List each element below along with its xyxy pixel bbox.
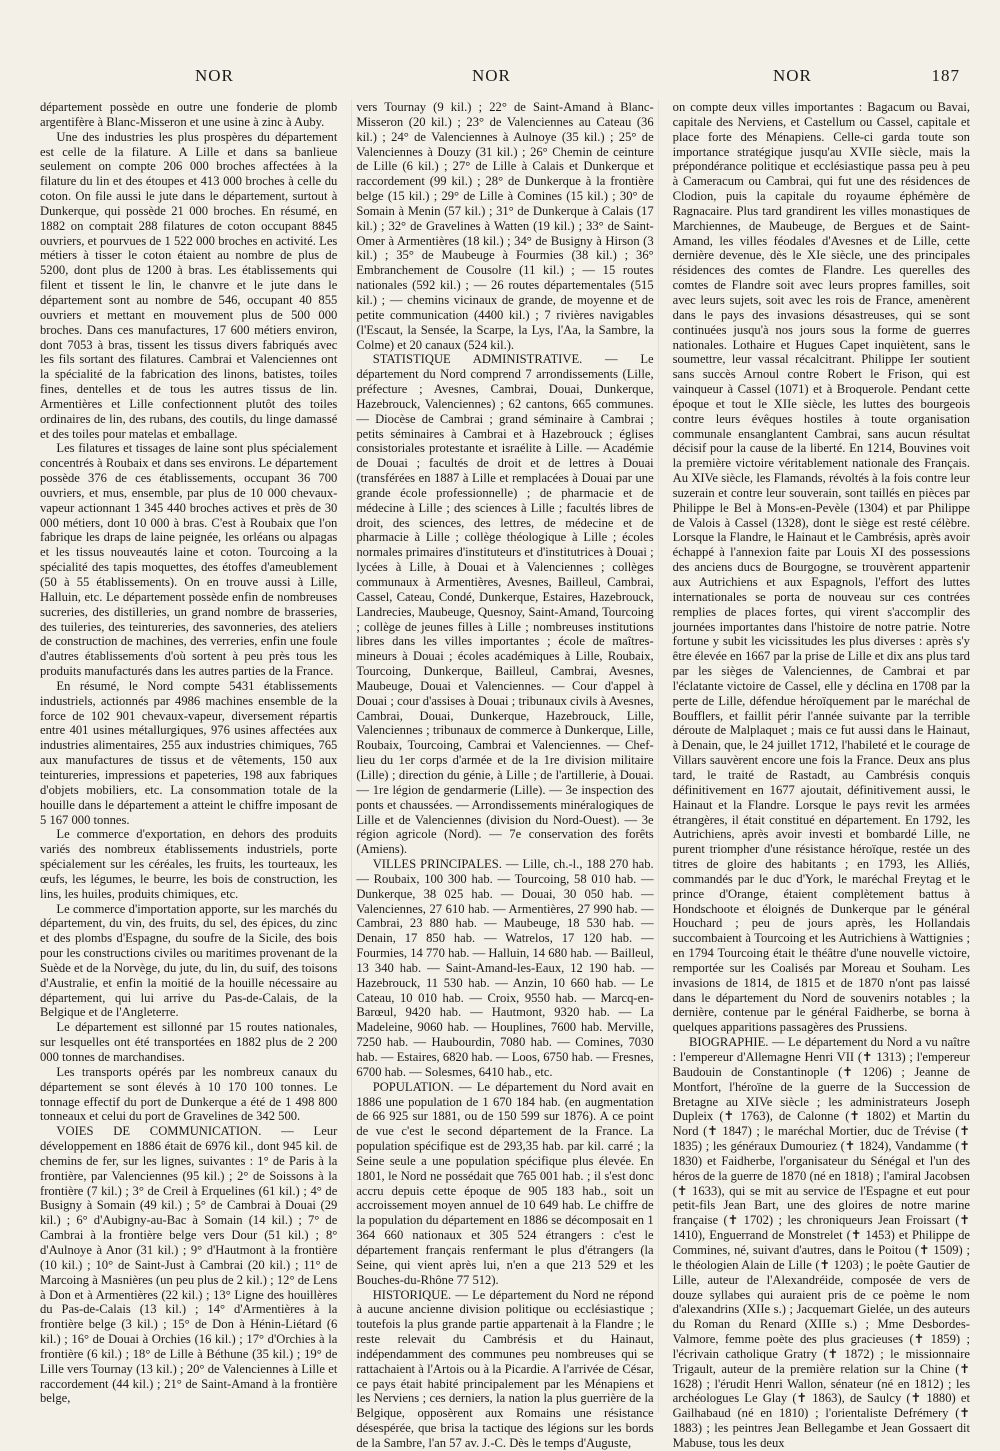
running-header bbox=[40, 66, 970, 96]
paragraph: HISTORIQUE. — Le département du Nord ne répond à aucune ancienne division politique ou ecclésiastique ; toutefois la plus grande partie appartenait à la Flandre ; le reste relevait du Cambrésis et du Hainaut, indépendamment des communes peu nombreuses qui se rattachaient à l'Artois ou à la Picardie. A l'arrivée de César, ce pays était habité principalement par les Ménapiens et les Nerviens ; ces derniers, la nation la plus guerrière de la Belgique, opposèrent aux Romains une résistance désespérée, que brisa la tactique des légions sur les bords de la Sambre, l'an 57 av. J.-C. Dès le temps d'Auguste, bbox=[356, 1287, 654, 1450]
header-right-word: NOR bbox=[773, 66, 812, 85]
paragraph: Le commerce d'exportation, en dehors des produits variés des nombreux établissements industriels, porte spécialement sur les céréales, les fruits, les tourteaux, les œufs, les légumes, le beurre, les bois de construction, les lins, les huiles, produits chimiques, etc. bbox=[40, 827, 338, 901]
paragraph: Les filatures et tissages de laine sont plus spécialement concentrés à Roubaix et dans ses environs. Le département possède 376 de ces établissements, occupant 36 700 ouvriers, et mus, ensemble, par plus de 10 000 chevaux-vapeur actionnant 1 345 440 broches actives et près de 30 000 métiers, dont 10 000 à bras. C'est à Roubaix que l'on fabrique les draps de laine peignée, les orléans ou alpagas et les tissus nouveautés laine et coton. Tourcoing a la spécialité des tapis moquettes, des étoffes d'ameublement (50 à 55 établissements). On en trouve aussi à Lille, Halluin, etc. Le département possède enfin de nombreuses sucreries, des distilleries, un grand nombre de brasseries, des tuileries, des teintureries, des savonneries, des ateliers de construction de machines, des verreries, enfin une foule d'autres établissements d'où sortent à peu près tous les produits manufacturés dans les autres parties de la France. bbox=[40, 441, 338, 679]
paragraph: VOIES DE COMMUNICATION. — Leur développement en 1886 était de 6976 kil., dont 945 kil. de chemins de fer, sur les lignes, suivantes : 1° de Paris à la frontière, par Valenciennes (95 kil.) ; 2° de Soissons à la frontière (7 kil.) ; 3° de Creil à Erquelines (61 kil.) ; 4° de Busigny à Somain (49 kil.) ; 5° de Cambrai à Douai (29 kil.) ; 6° d'Aubigny-au-Bac à Somain (14 kil.) ; 7° de Cambrai à la frontière belge vers Dour (51 kil.) ; 8° d'Aulnoye à Anor (31 kil.) ; 9° d'Hautmont à la frontière (10 kil.) ; 10° de Saint-Just à Cambrai (20 kil.) ; 11° de Marcoing à Masnières (un peu plus de 2 kil.) ; 12° de Lens à Don et à Armentières (22 kil.) ; 13° Ligne des houillères du Pas-de-Calais (13 kil.) ; 14° d'Armentières à la frontière belge (3 kil.) ; 15° de Don à Hénin-Liétard (6 kil.) ; 16° de Douai à Orchies (16 kil.) ; 17° d'Orchies à la frontière (6 kil.) ; 18° de Lille à Béthune (35 kil.) ; 19° de Lille vers Tournay (13 kil.) ; 20° de Valenciennes à Lille et raccordement (44 kil.) ; 21° de Saint-Amand à la frontière belge, bbox=[40, 1124, 338, 1406]
paragraph: STATISTIQUE ADMINISTRATIVE. — Le département du Nord comprend 7 arrondissements (Lille, préfecture ; Avesnes, Cambrai, Douai, Dunkerque, Hazebrouck, Valenciennes) ; 62 cantons, 665 communes. — Diocèse de Cambrai ; grand séminaire à Cambrai ; petits séminaires à Cambrai et à Hazebrouck ; églises consistoriales protestante et israélite à Lille. — Académie de Douai ; facultés de droit et de lettres à Douai (transférées en 1887 à Lille et remplacées à Douai par une grande école professionnelle) ; de pharmacie et de médecine à Lille ; des sciences à Lille ; facultés libres de droit, des sciences, des lettres, de médecine et de pharmacie à Lille ; collège théologique à Lille ; écoles normales primaires d'instituteurs et d'institutrices à Douai ; lycées à Lille, à Douai et à Valenciennes ; collèges communaux à Armentières, Avesnes, Bailleul, Cambrai, Cassel, Cateau, Condé, Dunkerque, Estaires, Hazebrouck, Landrecies, Maubeuge, Quesnoy, Saint-Amand, Tourcoing ; collège de jeunes filles à Lille ; nombreuses institutions libres dans les villes importantes ; école de maîtres-mineurs à Douai ; écoles académiques à Lille, Roubaix, Tourcoing, Dunkerque, Bailleul, Cambrai, Avesnes, Maubeuge, Douai et Valenciennes. — Cour d'appel à Douai ; cour d'assises à Douai ; tribunaux civils à Avesnes, Cambrai, Douai, Dunkerque, Hazebrouck, Lille, Valenciennes ; tribunaux de commerce à Dunkerque, Lille, Roubaix, Tourcoing, Cambrai et Valenciennes. — Chef-lieu du 1er corps d'armée et de la 1re division militaire (Lille) ; direction du génie, à Lille ; de l'artillerie, à Douai. — 1re légion de gendarmerie (Lille). — 3e inspection des ponts et chaussées. — Arrondissements minéralogiques de Lille et de Valenciennes (division du Nord-Ouest). — 3e région agricole (Nord). — 7e conservation des forêts (Amiens). bbox=[356, 352, 654, 857]
page-number: 187 bbox=[931, 66, 960, 85]
paragraph: En résumé, le Nord compte 5431 établissements industriels, actionnés par 4986 machines ensemble de la force de 102 901 chevaux-vapeur, diversement répartis entre 401 usines métallurgiques, 976 usines affectées aux industries alimentaires, 255 aux industries chimiques, 765 aux manufactures de tissus et de vêtements, 150 aux teintureries, impressions et papeteries, 198 aux fabriques d'objets mobiliers, etc. La consommation totale de la houille dans le département a atteint le chiffre imposant de 5 167 000 tonnes. bbox=[40, 678, 338, 827]
paragraph: VILLES PRINCIPALES. — Lille, ch.-l., 188 270 hab. — Roubaix, 100 300 hab. — Tourcoing, 58 010 hab. — Dunkerque, 38 025 hab. — Douai, 30 050 hab. — Valenciennes, 27 610 hab. — Armentières, 27 990 hab. — Cambrai, 23 880 hab. — Maubeuge, 18 530 hab. — Denain, 17 850 hab. — Watrelos, 17 120 hab. — Fourmies, 14 770 hab. — Halluin, 14 680 hab. — Bailleul, 13 340 hab. — Saint-Amand-les-Eaux, 12 190 hab. — Hazebrouck, 11 530 hab. — Anzin, 10 660 hab. — Le Cateau, 10 010 hab. — Croix, 9550 hab. — Marcq-en-Barœul, 9420 hab. — Hautmont, 9320 hab. — La Madeleine, 9060 hab. — Houplines, 7600 hab. Merville, 7250 hab. — Haubourdin, 7080 hab. — Comines, 7030 hab. — Estaires, 6820 hab. — Loos, 6750 hab. — Fresnes, 6700 hab. — Solesmes, 6410 hab., etc. bbox=[356, 857, 654, 1079]
paragraph: département possède en outre une fonderie de plomb argentifère à Blanc-Misseron et une usine à zinc à Auby. bbox=[40, 100, 338, 129]
header-center-word: NOR bbox=[472, 66, 511, 85]
paragraph: Les transports opérés par les nombreux canaux du département se sont élevés à 10 170 100 tonnes. Le tonnage effectif du port de Dunkerque a été de 1 498 800 tonneaux et celui du port de Gravelines de 342 500. bbox=[40, 1064, 338, 1124]
paragraph: on compte deux villes importantes : Bagacum ou Bavai, capitale des Nerviens, et Castellum ou Cassel, capitale et place forte des Ménapiens. Celle-ci garda toute son importance stratégique jusqu'au XVIIe siècle, mais la prépondérance politique et ecclésiastique passa peu à peu à Cameracum ou Cambrai, qui fut une des résidences de Clodion, puis la capitale du royaume éphémère de Ragnacaire. Plus tard grandirent les villes monastiques de Marchiennes, de Maubeuge, de Bergues et de Saint-Amand, les villes féodales d'Avesnes et de Lille, cette dernière devenue, dès le XIe siècle, une des principales résidences des comtes de Flandre. Les querelles des comtes de Flandre soit avec leurs propres familles, soit avec leurs sujets, soit avec les rois de France, amenèrent dans le pays des invasions désastreuses, qui se sont continuées jusqu'à nos jours sous la forme de guerres nationales. Lothaire et Hugues Capet inquiètent, sans le soumettre, leur vassal récalcitrant. Philippe Ier soutient sans succès Arnoul contre Robert le Frison, qui est vainqueur à Cassel (1071) et à Broquerole. Pendant cette époque et tout le XIIe siècle, les luttes des bourgeois contre leurs évêques hostiles à toute organisation communale ensanglantent Cambrai, sans aucun résultat décisif pour la cause de la liberté. En 1214, Bouvines voit la première victoire véritablement nationale des Français. Au XIVe siècle, les Flamands, révoltés à la fois contre leur suzerain et contre leur souverain, sont taillés en pièces par Philippe le Bel à Mons-en-Pevèle (1304) et par Philippe de Valois à Cassel (1328), dont le siège est resté célèbre. Lorsque la Flandre, le Hainaut et le Cambrésis, après avoir échappé à l'annexion faite par Louis XI des possessions des anciens ducs de Bourgogne, se trouvèrent appartenir aux Autrichiens et aux Espagnols, l'effort des luttes internationales se porta de nouveau sur ces contrées remplies de places fortes, qui virent s'accomplir des journées importantes dans l'histoire de notre patrie. Notre fortune y subit les vicissitudes les plus diverses : après s'y être élevée en 1667 par la prise de Lille et dix ans plus tard par les sièges de Valenciennes, de Cambrai et par l'éclatante victoire de Cassel, elle y déclina en 1708 par la perte de Lille, défendue héroïquement par le maréchal de Boufflers, et faillit périr l'année suivante par la terrible déroute de Malplaquet ; mais ce fut aussi dans le Hainaut, à Denain, que, le 24 juillet 1712, l'habileté et le courage de Villars sauvèrent encore une fois la France. Deux ans plus tard, le traité de Rastadt, au Cambrésis conquis définitivement en 1677 ajoutait, définitivement aussi, le Hainaut et la Flandre. Lorsque le pays revit les armées étrangères, il était constitué en département. En 1792, les Autrichiens, après avoir investi et bombardé Lille, ne purent triompher d'une résistance héroïque, restée un des titres de gloire des habitants ; en 1793, les Alliés, commandés par le duc d'York, le maréchal Freytag et le prince d'Orange, étaient complètement battus à Hondschoote et éloignés de Dunkerque par le général Houchard ; peu de jours après, les Hollandais succombaient à Tourcoing et les Autrichiens à Wattignies ; en 1794 Tourcoing était le théâtre d'une nouvelle victoire, remportée sur les Coalisés par Moreau et Souham. Les invasions de 1814, de 1815 et de 1870 n'ont pas laissé dans le département du Nord de souvenirs notables ; la dernière, contenue par le général Faidherbe, se borna à quelques apparitions passagères des Prussiens. bbox=[672, 100, 970, 1035]
paragraph: Le commerce d'importation apporte, sur les marchés du département, du vin, des fruits, du sel, des épices, du zinc et des plombs d'Espagne, du soufre de la Sicile, des bois pour les constructions civiles ou maritimes provenant de la Suède et de la Norvège, du jute, du lin, du suif, des toisons d'Australie, et enfin la moitié de la houille nécessaire au département, qui lui arrive du Pas-de-Calais, de la Belgique et de l'Angleterre. bbox=[40, 901, 338, 1020]
paragraph: POPULATION. — Le département du Nord avait en 1886 une population de 1 670 184 hab. (en augmentation de 66 925 sur 1881, ou de 150 599 sur 1876). A ce point de vue c'est le second département de la France. La population spécifique est de 293,35 hab. par kil. carré ; la Seine seule a une population spécifique plus élevée. En 1801, le Nord ne possédait que 765 001 hab. ; il s'est donc accru depuis cette époque de 905 183 hab., soit un accroissement moyen annuel de 10 649 hab. Le chiffre de la population du département en 1886 se décomposait en 1 364 660 nationaux et 305 524 étrangers : c'est le département français renfermant le plus d'étrangers (la Seine, qui vient après lui, n'en a que 213 529 et les Bouches-du-Rhône 77 512). bbox=[356, 1079, 654, 1287]
paragraph: vers Tournay (9 kil.) ; 22° de Saint-Amand à Blanc-Misseron (20 kil.) ; 23° de Valenciennes au Cateau (36 kil.) ; 24° de Valenciennes à Aulnoye (35 kil.) ; 25° de Valenciennes à Douzy (31 kil.) ; 26° Chemin de ceinture de Lille (6 kil.) ; 27° de Lille à Calais et Dunkerque et raccordement (99 kil.) ; 28° de Dunkerque à la frontière belge (15 kil.) ; 29° de Lille à Comines (15 kil.) ; 30° de Somain à Menin (57 kil.) ; 31° de Dunkerque à Calais (17 kil.) ; 32° de Gravelines à Watten (19 kil.) ; 33° de Saint-Omer à Armentières (18 kil.) ; 34° de Busigny à Hirson (3 kil.) ; 35° de Maubeuge à Fourmies (38 kil.) ; 36° Embranchement de Cousolre (11 kil.) ; — 15 routes nationales (592 kil.) ; — 26 routes départementales (515 kil.) ; — chemins vicinaux de grande, de moyenne et de petite communication (4400 kil.) ; 7 rivières navigables (l'Escaut, la Sensée, la Scarpe, la Lys, l'Aa, la Sambre, la Colme) et 20 canaux (524 kil.). bbox=[356, 100, 654, 352]
text-columns bbox=[40, 100, 970, 1450]
column-3 bbox=[669, 100, 970, 1450]
paragraph: Le département est sillonné par 15 routes nationales, sur lesquelles ont été transportées en 1882 plus de 2 200 000 tonnes de marchandises. bbox=[40, 1020, 338, 1064]
column-1 bbox=[40, 100, 341, 1413]
paragraph: BIOGRAPHIE. — Le département du Nord a vu naître : l'empereur d'Allemagne Henri VII (✝ 1313) ; l'empereur Baudouin de Constantinople (✝ 1206) ; Jeanne de Montfort, l'héroïne de la guerre de la Succession de Bretagne au XIVe siècle ; les administrateurs Joseph Dupleix (✝ 1763), de Calonne (✝ 1802) et Martin du Nord (✝ 1847) ; le maréchal Mortier, duc de Trévise (✝ 1835) ; les généraux Dumouriez (✝ 1824), Vandamme (✝ 1830) et Faidherbe, l'organisateur du Sénégal et l'un des héros de la guerre de 1870 (né en 1818) ; l'amiral Jacobsen (✝ 1633), qui se mit au service de l'Espagne et eut pour petit-fils Jean Bart, une des gloires de notre marine française (✝ 1702) ; les chroniqueurs Jean Froissart (✝ 1410), Enguerrand de Monstrelet (✝ 1453) et Philippe de Commines, né, suivant d'autres, dans le Poitou (✝ 1509) ; le théologien Alain de Lille (✝ 1203) ; le poète Gautier de Lille, auteur de l'Alexandréide, composée de vers de douze syllabes qui auraient pris de ce poème le nom d'alexandrins (XIIe s.) ; Jacquemart Gielée, un des auteurs du Roman du Renard (XIIIe s.) ; Mme Desbordes-Valmore, femme poète des plus gracieuses (✝ 1859) ; l'écrivain catholique Gratry (✝ 1872) ; le missionnaire Trigault, auteur de la première relation sur la Chine (✝ 1628) ; l'érudit Henri Wallon, sénateur (né en 1812) ; les archéologues Le Glay (✝ 1863), de Saulcy (✝ 1880) et Gailhabaud (né en 1810) ; l'orientaliste Defrémery (✝ 1883) ; les peintres Jean Bellegambe et Jean Gossaert dit Mabuse, tous les deux bbox=[672, 1035, 970, 1450]
header-left-word: NOR bbox=[195, 66, 234, 85]
paragraph: Une des industries les plus prospères du département est celle de la filature. A Lille et dans sa banlieue seulement on compte 206 000 broches affectées à la filature du lin et des étoupes et 413 000 broches à celle du coton. On file aussi le jute dans le département, surtout à Dunkerque, qui possède 21 000 broches. En résumé, en 1882 on comptait 288 filatures de coton occupant 8845 ouvriers, et pourvues de 1 522 000 broches en activité. Les métiers à tisser le coton étaient au nombre de plus de 5200, dont plus de 1200 à bras. Les établissements qui filent et tissent le lin, le chanvre et le jute dans le département sont au nombre de 546, occupant 40 855 ouvriers et mettant en mouvement plus de 500 000 broches. Dans ces manufactures, 17 600 métiers environ, dont 7053 à bras, tissent les tissus divers fabriqués avec les fils sortant des filatures. Cambrai et Valenciennes ont la spécialité de la fabrication des linons, batistes, toiles fines, dentelles et de tous les autres tissus de lin. Armentières et Lille confectionnent plutôt des toiles ordinaires de lin, des rubans, des coutils, du linge damassé et des toiles pour matelas et emballage. bbox=[40, 129, 338, 441]
column-2 bbox=[351, 100, 658, 1450]
